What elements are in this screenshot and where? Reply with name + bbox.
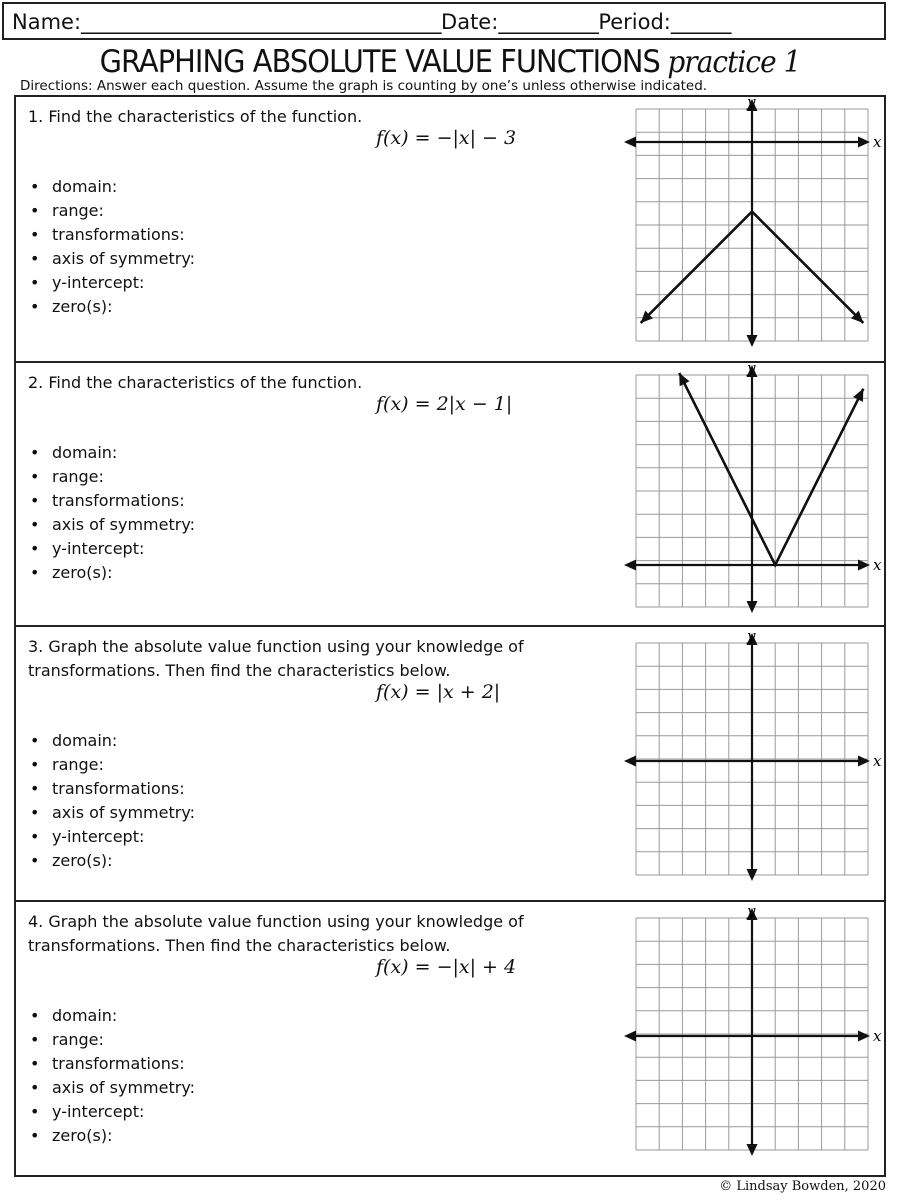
bullet-icon: • xyxy=(30,563,40,582)
characteristic-item xyxy=(28,825,195,849)
characteristic-item xyxy=(28,849,195,873)
characteristic-label: range: xyxy=(52,755,104,774)
bullet-icon: • xyxy=(30,731,40,750)
page-title xyxy=(32,44,869,81)
problem-equation: f(x) = −|x| − 3 xyxy=(376,127,517,149)
bullet-icon: • xyxy=(30,491,40,510)
date-blank[interactable]: __________ xyxy=(498,10,599,34)
characteristics-list xyxy=(28,175,195,319)
characteristic-label: axis of symmetry: xyxy=(52,803,196,822)
characteristic-item xyxy=(28,753,195,777)
characteristic-item xyxy=(28,1004,195,1028)
bullet-icon: • xyxy=(30,1030,40,1049)
bullet-icon: • xyxy=(30,539,40,558)
problem-equation: f(x) = |x + 2| xyxy=(376,681,501,703)
characteristic-label: domain: xyxy=(52,443,118,462)
characteristic-label: transformations: xyxy=(52,1054,185,1073)
characteristic-label: y-intercept: xyxy=(52,539,145,558)
characteristic-item xyxy=(28,777,195,801)
bullet-icon: • xyxy=(30,225,40,244)
bullet-icon: • xyxy=(30,515,40,534)
bullet-icon: • xyxy=(30,851,40,870)
period-blank[interactable]: ______ xyxy=(670,10,731,34)
characteristic-item xyxy=(28,513,195,537)
title-script: practice 1 xyxy=(667,45,801,80)
y-axis-label: y xyxy=(747,359,756,377)
characteristics-list xyxy=(28,1004,195,1148)
x-axis-label: x xyxy=(873,556,882,574)
problem-equation: f(x) = −|x| + 4 xyxy=(376,956,517,978)
characteristic-label: range: xyxy=(52,467,104,486)
header-fields xyxy=(2,2,886,40)
bullet-icon: • xyxy=(30,827,40,846)
bullet-icon: • xyxy=(30,755,40,774)
problem-prompt: 3. Graph the absolute value function using your knowledge of transformations. Then find the characteristics below. xyxy=(28,637,524,680)
copyright-notice: © Lindsay Bowden, 2020 xyxy=(719,1179,886,1194)
bullet-icon: • xyxy=(30,201,40,220)
characteristic-item xyxy=(28,1028,195,1052)
characteristic-label: range: xyxy=(52,1030,104,1049)
problem-4 xyxy=(16,900,884,1175)
coordinate-grid[interactable] xyxy=(616,627,882,903)
bullet-icon: • xyxy=(30,1006,40,1025)
problem-sheet xyxy=(14,95,886,1177)
arrow-head-icon xyxy=(624,756,636,767)
characteristic-label: y-intercept: xyxy=(52,273,145,292)
arrow-head-icon xyxy=(624,560,636,571)
problem-prompt: 1. Find the characteristics of the function. xyxy=(28,107,363,126)
directions: Directions: Answer each question. Assume the graph is counting by one’s unless otherwise indicated. xyxy=(20,78,708,94)
characteristic-label: domain: xyxy=(52,177,118,196)
x-axis-label: x xyxy=(873,752,882,770)
characteristic-item xyxy=(28,175,195,199)
bullet-icon: • xyxy=(30,803,40,822)
bullet-icon: • xyxy=(30,779,40,798)
y-axis-label: y xyxy=(747,902,756,920)
title-main: GRAPHING ABSOLUTE VALUE FUNCTIONS xyxy=(99,44,660,80)
arrow-head-icon xyxy=(624,137,636,148)
characteristic-item xyxy=(28,801,195,825)
characteristic-label: range: xyxy=(52,201,104,220)
bullet-icon: • xyxy=(30,1102,40,1121)
characteristic-item xyxy=(28,1076,195,1100)
problem-prompt: 2. Find the characteristics of the function. xyxy=(28,373,363,392)
characteristic-item xyxy=(28,271,195,295)
characteristic-label: axis of symmetry: xyxy=(52,515,196,534)
function-graph xyxy=(679,373,863,565)
coordinate-grid[interactable] xyxy=(616,359,882,635)
characteristics-list xyxy=(28,729,195,873)
characteristic-item xyxy=(28,465,195,489)
characteristic-item xyxy=(28,729,195,753)
bullet-icon: • xyxy=(30,273,40,292)
characteristic-label: transformations: xyxy=(52,491,185,510)
characteristic-label: domain: xyxy=(52,731,118,750)
problem-prompt: 4. Graph the absolute value function using your knowledge of transformations. Then find the characteristics below. xyxy=(28,912,524,955)
date-label: Date: xyxy=(441,10,499,34)
characteristic-label: y-intercept: xyxy=(52,827,145,846)
characteristic-label: axis of symmetry: xyxy=(52,1078,196,1097)
characteristic-label: y-intercept: xyxy=(52,1102,145,1121)
characteristic-item xyxy=(28,441,195,465)
characteristic-item xyxy=(28,537,195,561)
bullet-icon: • xyxy=(30,297,40,316)
bullet-icon: • xyxy=(30,177,40,196)
characteristics-list xyxy=(28,441,195,585)
characteristic-item xyxy=(28,1100,195,1124)
coordinate-grid[interactable] xyxy=(616,93,882,369)
x-axis-label: x xyxy=(873,1027,882,1045)
bullet-icon: • xyxy=(30,249,40,268)
name-blank[interactable]: ____________________________________ xyxy=(81,10,442,34)
bullet-icon: • xyxy=(30,1054,40,1073)
characteristic-item xyxy=(28,295,195,319)
x-axis-label: x xyxy=(873,133,882,151)
period-label: Period: xyxy=(598,10,671,34)
characteristic-item xyxy=(28,199,195,223)
bullet-icon: • xyxy=(30,467,40,486)
characteristic-item xyxy=(28,561,195,585)
problem-equation: f(x) = 2|x − 1| xyxy=(376,393,513,415)
bullet-icon: • xyxy=(30,1078,40,1097)
coordinate-grid[interactable] xyxy=(616,902,882,1178)
characteristic-item xyxy=(28,1052,195,1076)
characteristic-label: transformations: xyxy=(52,779,185,798)
name-label: Name: xyxy=(12,10,82,34)
arrow-head-icon xyxy=(624,1031,636,1042)
characteristic-label: zero(s): xyxy=(52,851,113,870)
characteristic-item xyxy=(28,1124,195,1148)
problem-1 xyxy=(16,93,884,361)
characteristic-item xyxy=(28,489,195,513)
characteristic-item xyxy=(28,247,195,271)
y-axis-label: y xyxy=(747,93,756,111)
characteristic-item xyxy=(28,223,195,247)
characteristic-label: domain: xyxy=(52,1006,118,1025)
problem-3 xyxy=(16,625,884,900)
y-axis-label: y xyxy=(747,627,756,645)
problem-2 xyxy=(16,361,884,625)
characteristic-label: zero(s): xyxy=(52,563,113,582)
characteristic-label: axis of symmetry: xyxy=(52,249,196,268)
bullet-icon: • xyxy=(30,443,40,462)
characteristic-label: zero(s): xyxy=(52,1126,113,1145)
characteristic-label: zero(s): xyxy=(52,297,113,316)
characteristic-label: transformations: xyxy=(52,225,185,244)
bullet-icon: • xyxy=(30,1126,40,1145)
